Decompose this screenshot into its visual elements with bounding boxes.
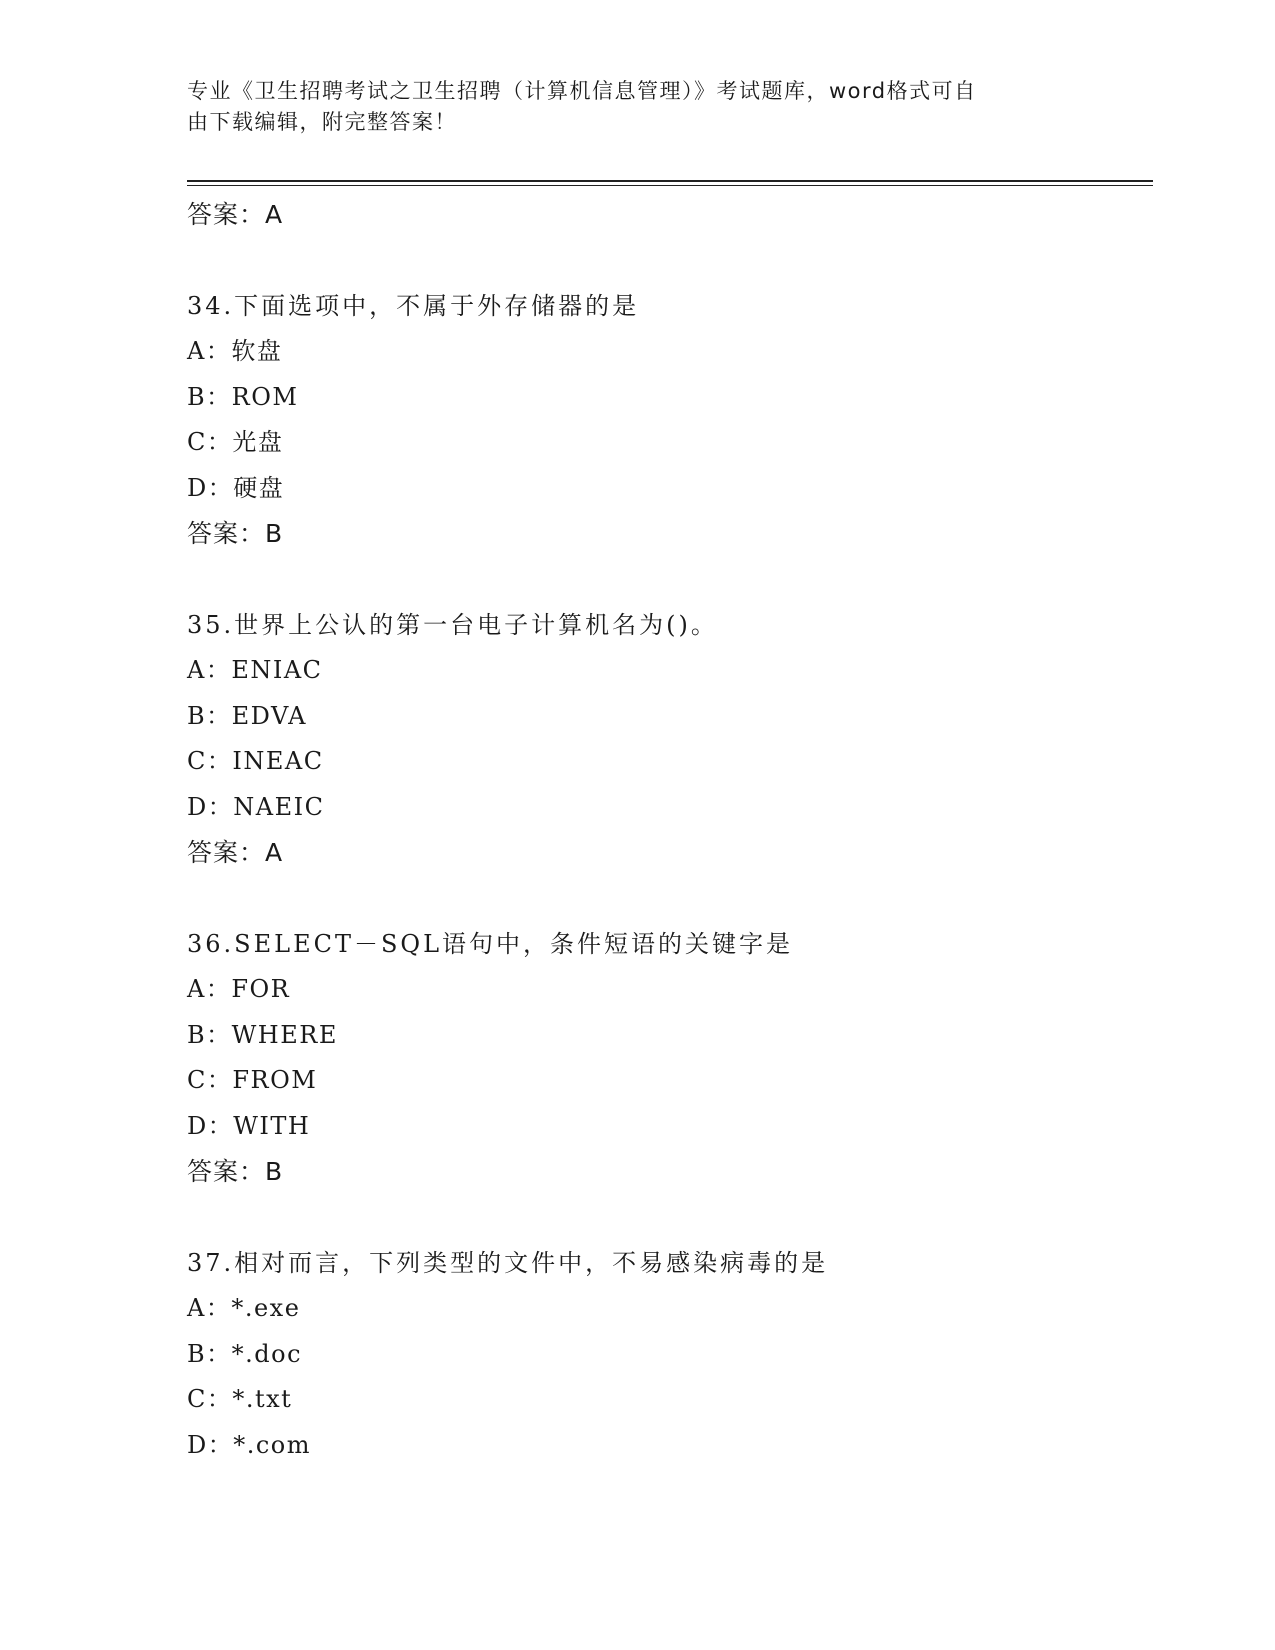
option-d: D：WITH bbox=[187, 1111, 311, 1140]
answer-line: 答案：A bbox=[187, 200, 284, 229]
answer-line: 答案：B bbox=[187, 1157, 284, 1186]
option-b: B：WHERE bbox=[187, 1020, 338, 1049]
question-block bbox=[187, 921, 1147, 1195]
question-title: 37.相对而言，下列类型的文件中，不易感染病毒的是 bbox=[187, 1249, 829, 1277]
spacer bbox=[187, 557, 1147, 602]
option-c: C：*.txt bbox=[187, 1385, 293, 1413]
header-rule-thick bbox=[187, 180, 1153, 182]
question-block bbox=[187, 1240, 1147, 1468]
option-a: A：ENIAC bbox=[187, 656, 323, 684]
question-title: 36.SELECT－SQL语句中，条件短语的关键字是 bbox=[187, 930, 794, 958]
spacer bbox=[187, 1195, 1147, 1240]
answer-line: 答案：A bbox=[187, 838, 284, 867]
page-header bbox=[187, 76, 1067, 138]
spacer bbox=[187, 238, 1147, 283]
option-b: B：*.doc bbox=[187, 1339, 303, 1368]
option-d: D：*.com bbox=[187, 1430, 312, 1459]
header-line-1: 专业《卫生招聘考试之卫生招聘（计算机信息管理）》考试题库，word格式可自 bbox=[187, 79, 977, 103]
question-block bbox=[187, 283, 1147, 557]
option-c: C：FROM bbox=[187, 1066, 318, 1094]
question-title: 35.世界上公认的第一台电子计算机名为()。 bbox=[187, 611, 718, 639]
option-a: A：FOR bbox=[187, 975, 291, 1003]
spacer bbox=[187, 876, 1147, 921]
header-rule-thin bbox=[187, 185, 1153, 186]
option-a: A：软盘 bbox=[187, 337, 283, 365]
option-c: C：INEAC bbox=[187, 747, 324, 775]
option-d: D：NAEIC bbox=[187, 792, 325, 821]
option-b: B：EDVA bbox=[187, 701, 308, 730]
question-title: 34.下面选项中，不属于外存储器的是 bbox=[187, 292, 640, 320]
option-a: A：*.exe bbox=[187, 1294, 301, 1322]
option-d: D：硬盘 bbox=[187, 473, 285, 502]
answer-line: 答案：B bbox=[187, 519, 284, 548]
question-block bbox=[187, 602, 1147, 876]
document-body bbox=[187, 192, 1147, 1468]
header-line-2: 由下载编辑，附完整答案！ bbox=[187, 110, 457, 134]
option-c: C：光盘 bbox=[187, 428, 284, 456]
option-b: B：ROM bbox=[187, 382, 299, 411]
